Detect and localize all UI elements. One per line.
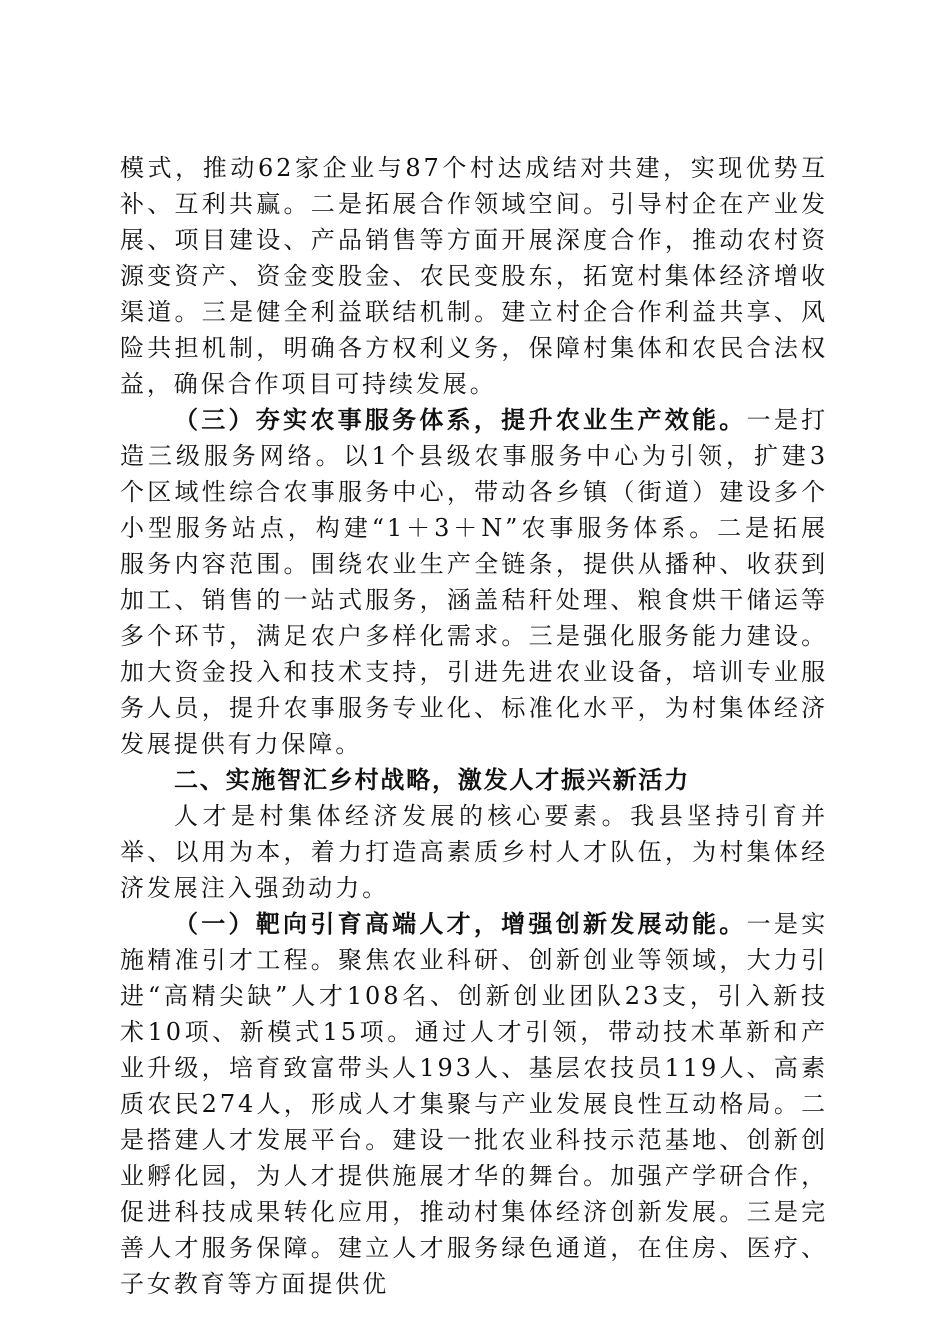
sub-heading-farm-service: （三）夯实农事服务体系，提升农业生产效能。 xyxy=(174,405,747,434)
paragraph-farm-service xyxy=(120,402,828,762)
paragraph-talent-recruit xyxy=(120,906,828,1302)
paragraph-talent-recruit-body: 一是实施精准引才工程。聚焦农业科研、创新创业等领域，大力引进“高精尖缺”人才108名、创新创业团队23支，引入新技术10项、新模式15项。通过人才引领，带动技术革新和产业升级，培育致富带头人193人、基层农技员119人、高素质农民274人，形成人才集聚与产业发展良性互动格局。二是搭建人才发展平台。建设一批农业科技示范基地、创新创业孵化园，为人才提供施展才华的舞台。加强产学研合作，促进科技成果转化应用，推动村集体经济创新发展。三是完善人才服务保障。建立人才服务绿色通道，在住房、医疗、子女教育等方面提供优 xyxy=(120,910,828,1298)
document-body xyxy=(120,150,828,1302)
paragraph-farm-service-body: 一是打造三级服务网络。以1个县级农事服务中心为引领，扩建3个区域性综合农事服务中心，带动各乡镇（街道）建设多个小型服务站点，构建“1＋3＋N”农事服务体系。二是拓展服务内容范围。围绕农业生产全链条，提供从播种、收获到加工、销售的一站式服务，涵盖秸秆处理、粮食烘干储运等多个环节，满足农户多样化需求。三是强化服务能力建设。加大资金投入和技术支持，引进先进农业设备，培训专业服务人员，提升农事服务专业化、标准化水平，为村集体经济发展提供有力保障。 xyxy=(120,406,828,758)
paragraph-talent-intro: 人才是村集体经济发展的核心要素。我县坚持引育并举、以用为本，着力打造高素质乡村人才队伍，为村集体经济发展注入强劲动力。 xyxy=(120,802,828,902)
sub-heading-talent-recruit: （一）靶向引育高端人才，增强创新发展动能。 xyxy=(174,909,747,938)
section-heading-talent: 二、实施智汇乡村战略，激发人才振兴新活力 xyxy=(174,766,690,794)
paragraph-continuation: 模式，推动62家企业与87个村达成结对共建，实现优势互补、互利共赢。二是拓展合作领域空间。引导村企在产业发展、项目建设、产品销售等方面开展深度合作，推动农村资源变资产、资金变股金、农民变股东，拓宽村集体经济增收渠道。三是健全利益联结机制。建立村企合作利益共享、风险共担机制，明确各方权利义务，保障村集体和农民合法权益，确保合作项目可持续发展。 xyxy=(120,154,828,398)
